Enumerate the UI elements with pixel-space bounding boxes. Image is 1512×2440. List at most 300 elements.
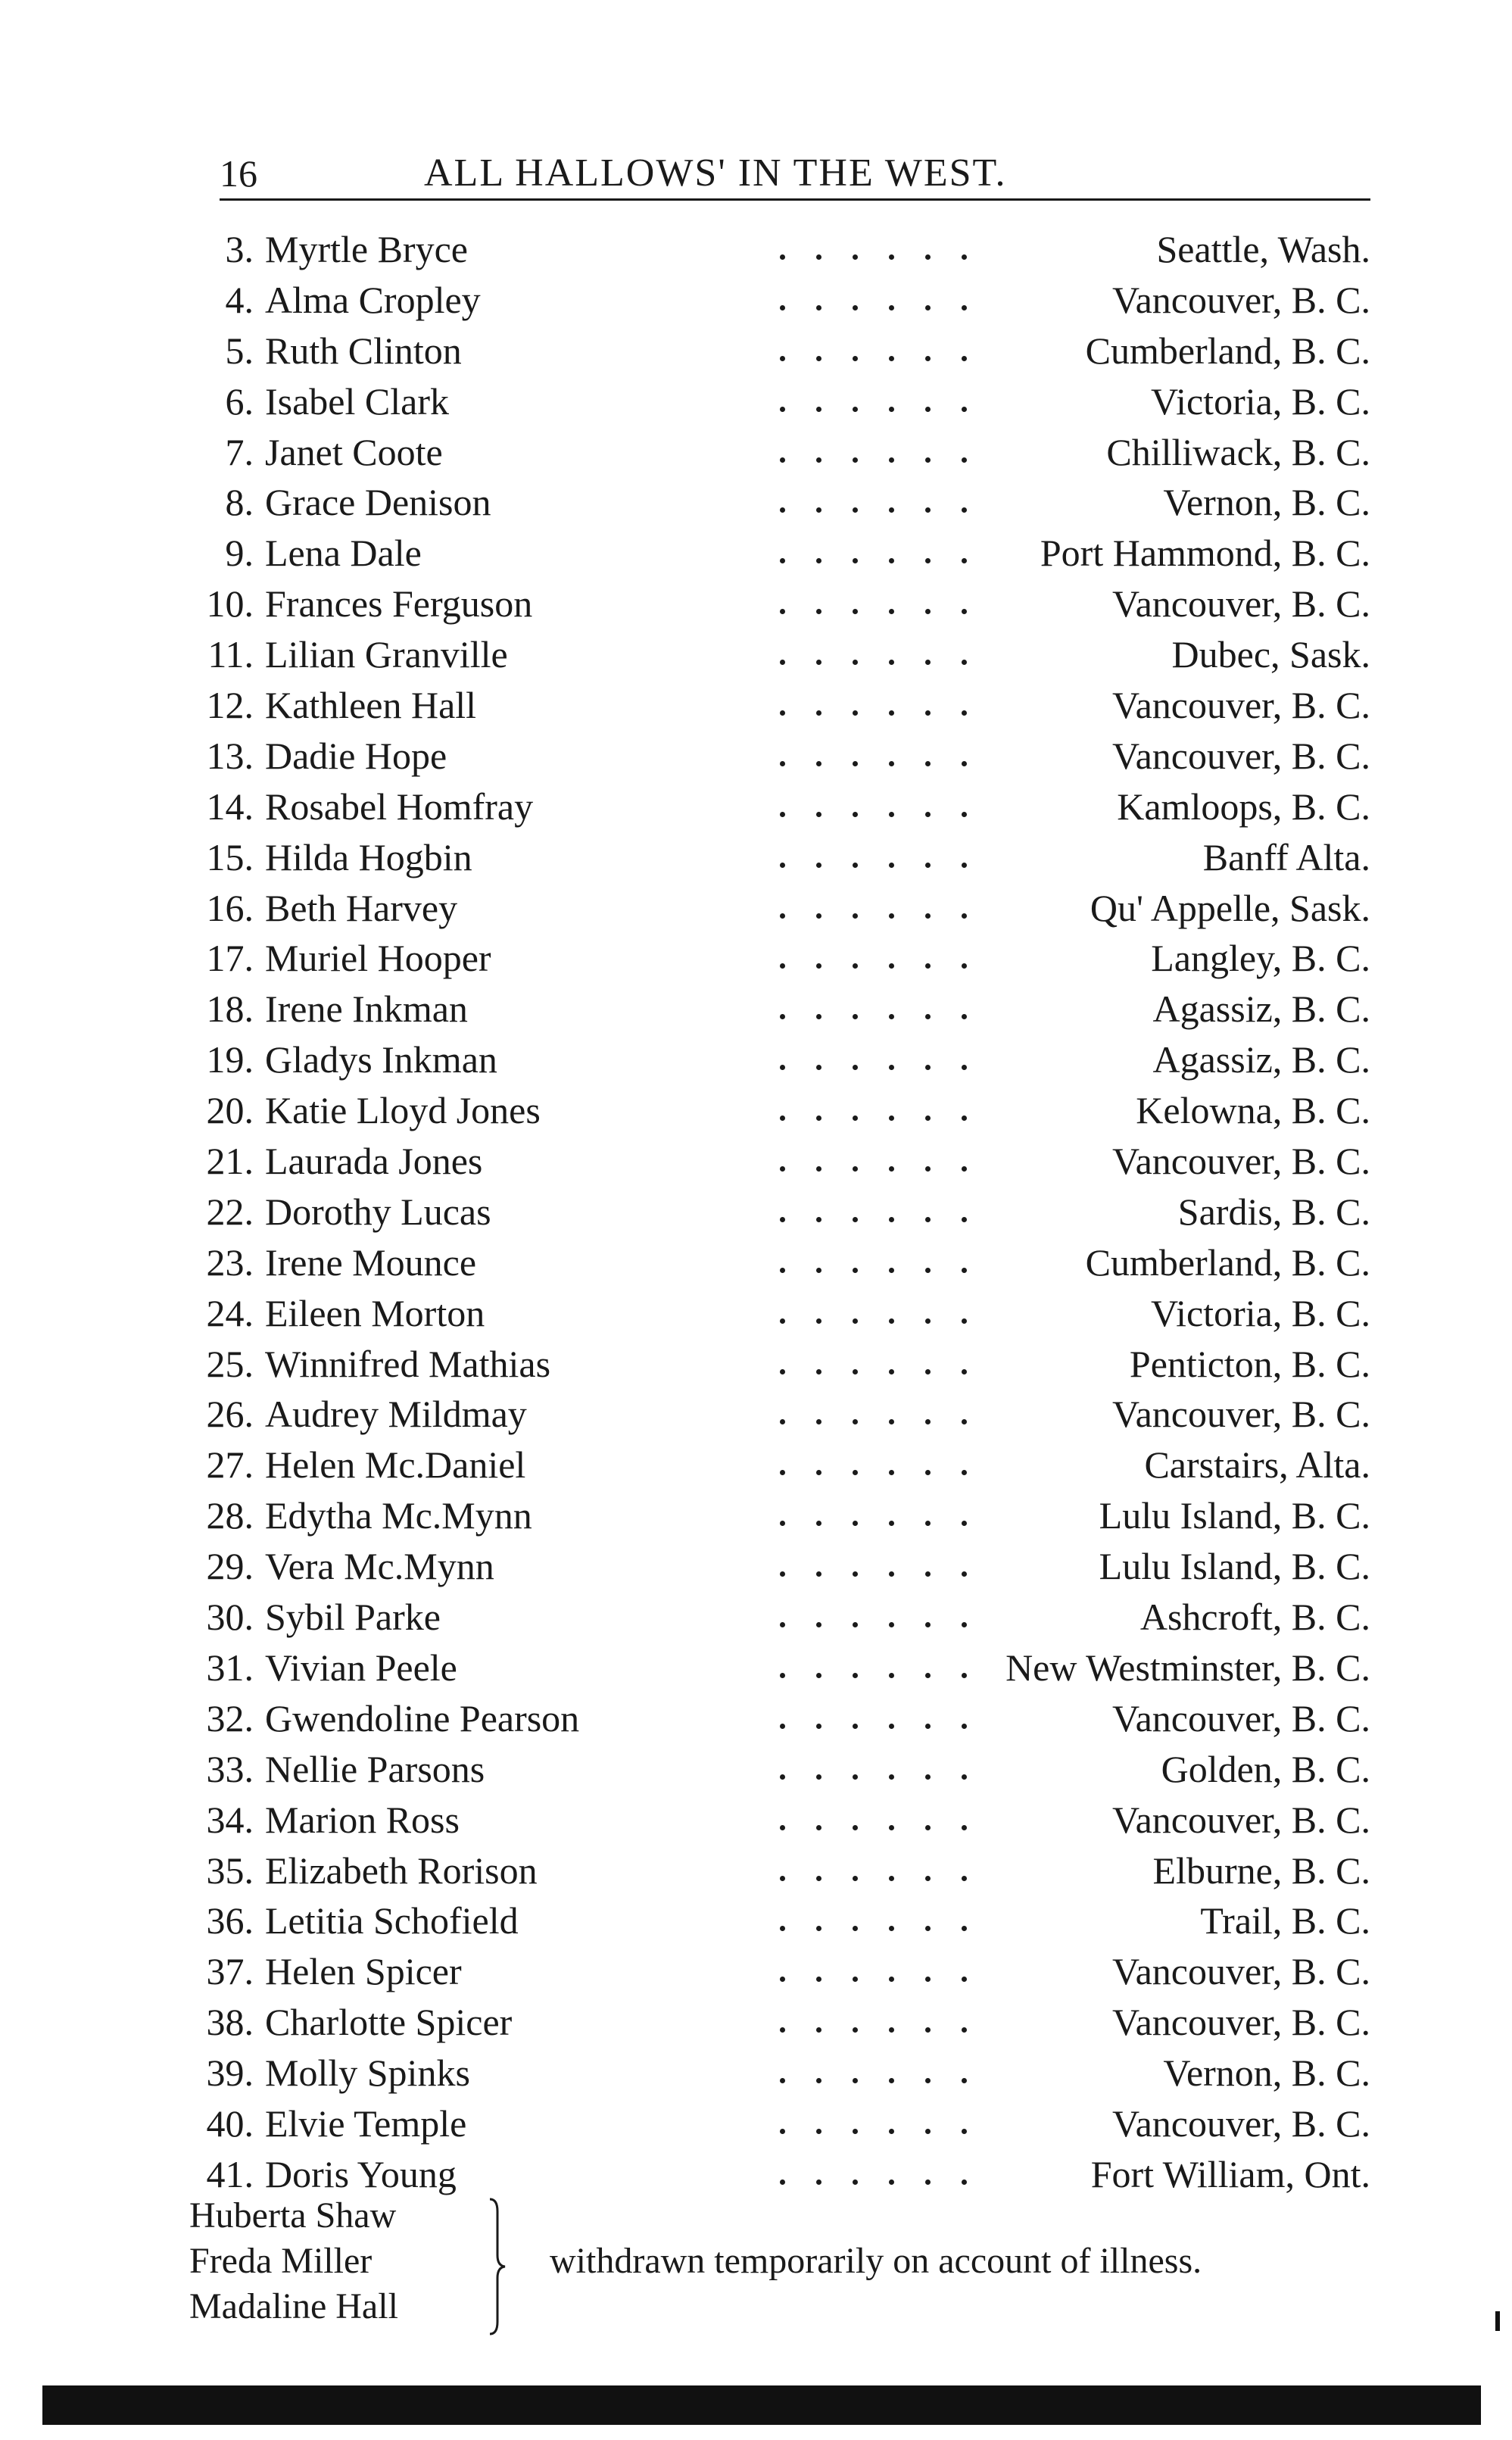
entry-name: Grace Denison (265, 481, 491, 524)
leader-dot (962, 812, 967, 817)
leader-dot (962, 254, 967, 260)
list-item (189, 731, 1370, 782)
leader-dot (962, 1166, 967, 1172)
leader-dot (962, 1876, 967, 1881)
leader-dot (962, 1268, 967, 1273)
leader-dot (816, 1217, 821, 1222)
leader-dot (853, 913, 858, 919)
leader-dot (780, 2027, 785, 2033)
leader-dot (925, 457, 931, 463)
entry-number: 19. (206, 1038, 254, 1081)
leader-dot (853, 1014, 858, 1019)
leader-dot (816, 1673, 821, 1678)
list-item (189, 883, 1370, 934)
leader-dot (853, 1622, 858, 1627)
leader-dot (853, 1166, 858, 1172)
leader-dot (853, 1977, 858, 1982)
leader-dot (962, 1115, 967, 1121)
entry-name: Helen Spicer (265, 1950, 462, 1993)
list-item (189, 1237, 1370, 1288)
entry-name: Charlotte Spicer (265, 2001, 513, 2044)
entry-name: Lilian Granville (265, 633, 508, 676)
leader-dot (925, 1571, 931, 1577)
leader-dot (816, 305, 821, 310)
entry-name: Vera Mc.Mynn (265, 1545, 494, 1588)
list-item (189, 1187, 1370, 1237)
leader-dot (962, 1926, 967, 1931)
entry-place: Vancouver, B. C. (1112, 684, 1370, 727)
list-item (189, 275, 1370, 326)
entry-number: 41. (206, 2152, 254, 2195)
leader-dot (925, 2179, 931, 2185)
entry-place: Victoria, B. C. (1150, 1291, 1370, 1334)
leader-dot (853, 305, 858, 310)
leader-dot (925, 1318, 931, 1324)
leader-dot (925, 254, 931, 260)
entry-place: Lulu Island, B. C. (1099, 1494, 1370, 1537)
leader-dot (925, 1926, 931, 1931)
list-item (189, 1541, 1370, 1592)
list-item (189, 782, 1370, 832)
leader-dot (780, 1724, 785, 1729)
entry-place: Golden, B. C. (1161, 1747, 1370, 1790)
entry-place: New Westminster, B. C. (1005, 1646, 1370, 1689)
leader-dot (853, 761, 858, 766)
leader-dot (780, 609, 785, 614)
edge-mark (1495, 2311, 1500, 2331)
entry-place: Cumberland, B. C. (1085, 329, 1370, 372)
leader-dot (780, 2078, 785, 2083)
leader-dot (925, 1217, 931, 1222)
leader-dot (962, 1065, 967, 1070)
leader-dot (925, 1115, 931, 1121)
entry-number: 20. (206, 1089, 254, 1132)
entry-number: 33. (206, 1747, 254, 1790)
entry-number: 5. (225, 329, 254, 372)
entry-number: 27. (206, 1443, 254, 1487)
leader-dot (780, 1470, 785, 1475)
entry-name: Rosabel Homfray (265, 785, 534, 828)
leader-dot (925, 1065, 931, 1070)
leader-dot (780, 1115, 785, 1121)
leader-dot (853, 507, 858, 513)
entry-number: 15. (206, 835, 254, 878)
leader-dot (816, 2179, 821, 2185)
leader-dot (925, 913, 931, 919)
leader-dot (889, 356, 894, 361)
entry-number: 35. (206, 1849, 254, 1892)
leader-dot (925, 812, 931, 817)
list-item (189, 224, 1370, 275)
leader-dot (780, 1521, 785, 1526)
running-header (220, 144, 1370, 201)
leader-dot (889, 1724, 894, 1729)
leader-dot (780, 558, 785, 563)
entry-place: Chilliwack, B. C. (1106, 430, 1370, 473)
entry-place: Agassiz, B. C. (1152, 1038, 1370, 1081)
entry-place: Vancouver, B. C. (1112, 2001, 1370, 2044)
leader-dot (925, 1268, 931, 1273)
leader-dot (816, 1014, 821, 1019)
leader-dot (780, 963, 785, 969)
leader-dot (780, 407, 785, 412)
leader-dot (889, 1521, 894, 1526)
leader-dot (853, 863, 858, 868)
leader-dot (780, 761, 785, 766)
entry-number: 29. (206, 1545, 254, 1588)
leader-dot (889, 2078, 894, 2083)
leader-dot (889, 1217, 894, 1222)
leader-dot (816, 457, 821, 463)
leader-dot (816, 1622, 821, 1627)
entry-number: 30. (206, 1596, 254, 1639)
entry-name: Irene Inkman (265, 988, 468, 1031)
leader-dot (925, 761, 931, 766)
leader-dot (780, 1622, 785, 1627)
leader-dot (889, 963, 894, 969)
entry-name: Alma Cropley (265, 278, 481, 321)
student-list (189, 224, 1370, 2200)
entry-number: 3. (225, 228, 254, 270)
leader-dot (925, 1470, 931, 1475)
entry-place: Victoria, B. C. (1150, 379, 1370, 423)
entry-place: Vancouver, B. C. (1112, 2101, 1370, 2145)
bottom-rule (42, 2385, 1481, 2425)
leader-dot (816, 1318, 821, 1324)
leader-dot (780, 1571, 785, 1577)
leader-dot (780, 1268, 785, 1273)
leader-dot (816, 1065, 821, 1070)
leader-dot (925, 1166, 931, 1172)
leader-dot (780, 1876, 785, 1881)
leader-dot (816, 1876, 821, 1881)
leader-dot (889, 1876, 894, 1881)
entry-place: Vancouver, B. C. (1112, 734, 1370, 777)
leader-dot (889, 609, 894, 614)
leader-dot (889, 305, 894, 310)
leader-dot (816, 863, 821, 868)
leader-dot (962, 1825, 967, 1830)
list-item (189, 2098, 1370, 2149)
leader-dot (853, 812, 858, 817)
leader-dot (962, 2078, 967, 2083)
leader-dot (925, 2129, 931, 2134)
entry-name: Laurada Jones (265, 1140, 483, 1183)
entry-place: Agassiz, B. C. (1152, 988, 1370, 1031)
entry-name: Irene Mounce (265, 1240, 477, 1284)
leader-dot (889, 1318, 894, 1324)
leader-dot (816, 1724, 821, 1729)
list-item (189, 1288, 1370, 1339)
entry-number: 14. (206, 785, 254, 828)
entry-place: Vernon, B. C. (1163, 2052, 1370, 2095)
withdrawn-block (189, 2193, 1370, 2345)
leader-dot (925, 1521, 931, 1526)
leader-dot (925, 1724, 931, 1729)
entry-number: 40. (206, 2101, 254, 2145)
withdrawn-note: withdrawn temporarily on account of illness. (550, 2241, 1202, 2281)
leader-dot (780, 2179, 785, 2185)
leader-dot (853, 407, 858, 412)
leader-dot (925, 710, 931, 716)
leader-dot (853, 710, 858, 716)
leader-dot (962, 305, 967, 310)
entry-number: 17. (206, 937, 254, 980)
leader-dot (853, 1825, 858, 1830)
leader-dot (853, 1065, 858, 1070)
leader-dot (889, 507, 894, 513)
entry-place: Banff Alta. (1202, 835, 1370, 878)
leader-dot (816, 963, 821, 969)
entry-name: Winnifred Mathias (265, 1342, 551, 1385)
leader-dot (780, 913, 785, 919)
leader-dot (853, 2027, 858, 2033)
leader-dot (962, 507, 967, 513)
leader-dot (925, 1977, 931, 1982)
leader-dot (853, 2078, 858, 2083)
entry-number: 13. (206, 734, 254, 777)
entry-number: 9. (225, 532, 254, 575)
entry-place: Elburne, B. C. (1152, 1849, 1370, 1892)
leader-dot (889, 1622, 894, 1627)
leader-dot (925, 1876, 931, 1881)
entry-number: 8. (225, 481, 254, 524)
entry-name: Muriel Hooper (265, 937, 491, 980)
leader-dot (925, 1014, 931, 1019)
leader-dot (853, 1268, 858, 1273)
leader-dot (853, 1926, 858, 1931)
leader-dot (816, 1115, 821, 1121)
leader-dot (925, 407, 931, 412)
entry-number: 11. (207, 633, 254, 676)
entry-place: Seattle, Wash. (1156, 228, 1370, 270)
entry-number: 26. (206, 1393, 254, 1436)
leader-dot (816, 1926, 821, 1931)
page-number: 16 (220, 152, 257, 195)
leader-dot (816, 254, 821, 260)
leader-dot (889, 2027, 894, 2033)
leader-dot (962, 1673, 967, 1678)
entry-number: 23. (206, 1240, 254, 1284)
leader-dot (780, 305, 785, 310)
entry-number: 4. (225, 278, 254, 321)
list-item (189, 427, 1370, 478)
list-item (189, 579, 1370, 629)
leader-dot (889, 457, 894, 463)
leader-dot (889, 2129, 894, 2134)
list-item (189, 1744, 1370, 1795)
entry-place: Vancouver, B. C. (1112, 278, 1370, 321)
leader-dot (780, 660, 785, 665)
leader-dot (889, 1065, 894, 1070)
list-item (189, 1946, 1370, 1997)
leader-dot (780, 1926, 785, 1931)
entry-name: Eileen Morton (265, 1291, 485, 1334)
list-item (189, 680, 1370, 731)
entry-name: Dorothy Lucas (265, 1190, 491, 1233)
leader-dot (853, 1470, 858, 1475)
list-item (189, 1085, 1370, 1136)
list-item (189, 2149, 1370, 2200)
leader-dot (889, 1571, 894, 1577)
entry-number: 25. (206, 1342, 254, 1385)
entry-place: Vancouver, B. C. (1112, 1140, 1370, 1183)
leader-dot (780, 1977, 785, 1982)
entry-name: Nellie Parsons (265, 1747, 485, 1790)
list-item (189, 933, 1370, 984)
leader-dot (816, 1521, 821, 1526)
leader-dot (889, 1470, 894, 1475)
leader-dot (962, 660, 967, 665)
entry-number: 7. (225, 430, 254, 473)
list-item (189, 832, 1370, 883)
leader-dot (853, 963, 858, 969)
leader-dot (780, 1217, 785, 1222)
leader-dot (853, 1724, 858, 1729)
leader-dot (962, 356, 967, 361)
leader-dot (780, 457, 785, 463)
leader-dot (780, 1369, 785, 1374)
entry-number: 37. (206, 1950, 254, 1993)
entry-name: Audrey Mildmay (265, 1393, 527, 1436)
leader-dot (816, 1571, 821, 1577)
leader-dot (925, 1369, 931, 1374)
leader-dot (889, 1268, 894, 1273)
list-item (189, 2048, 1370, 2098)
leader-dot (925, 963, 931, 969)
leader-dot (816, 1774, 821, 1780)
entry-number: 34. (206, 1798, 254, 1841)
leader-dot (816, 558, 821, 563)
entry-name: Hilda Hogbin (265, 835, 472, 878)
entry-name: Elizabeth Rorison (265, 1849, 538, 1892)
leader-dot (889, 913, 894, 919)
list-item (189, 1490, 1370, 1541)
entry-number: 21. (206, 1140, 254, 1183)
entry-place: Ashcroft, B. C. (1139, 1596, 1370, 1639)
entry-place: Sardis, B. C. (1177, 1190, 1370, 1233)
entry-place: Vernon, B. C. (1163, 481, 1370, 524)
entry-name: Edytha Mc.Mynn (265, 1494, 532, 1537)
leader-dot (962, 1217, 967, 1222)
leader-dot (962, 1318, 967, 1324)
entry-number: 24. (206, 1291, 254, 1334)
entry-place: Vancouver, B. C. (1112, 1798, 1370, 1841)
leader-dot (925, 1419, 931, 1424)
leader-dot (889, 1977, 894, 1982)
leader-dot (816, 1166, 821, 1172)
leader-dot (780, 356, 785, 361)
list-item (189, 1795, 1370, 1846)
leader-dot (816, 660, 821, 665)
leader-dot (962, 863, 967, 868)
leader-dot (816, 761, 821, 766)
leader-dot (816, 356, 821, 361)
leader-dot (962, 1622, 967, 1627)
leader-dot (962, 1419, 967, 1424)
list-item (189, 629, 1370, 680)
list-item (189, 1034, 1370, 1085)
leader-dot (925, 1825, 931, 1830)
withdrawn-name: Madaline Hall (189, 2286, 398, 2326)
leader-dot (889, 254, 894, 260)
entry-name: Doris Young (265, 2152, 457, 2195)
leader-dot (889, 710, 894, 716)
leader-dot (889, 1419, 894, 1424)
leader-dot (816, 507, 821, 513)
leader-dot (925, 1774, 931, 1780)
leader-dot (853, 1419, 858, 1424)
leader-dot (889, 1115, 894, 1121)
leader-dot (816, 710, 821, 716)
list-item (189, 376, 1370, 427)
leader-dot (780, 254, 785, 260)
leader-dot (925, 609, 931, 614)
leader-dot (962, 761, 967, 766)
leader-dot (889, 660, 894, 665)
leader-dot (962, 1014, 967, 1019)
leader-dot (780, 1318, 785, 1324)
leader-dot (925, 507, 931, 513)
withdrawn-name: Freda Miller (189, 2241, 373, 2281)
leader-dot (889, 863, 894, 868)
list-item (189, 1997, 1370, 2048)
leader-dot (816, 407, 821, 412)
leader-dot (962, 1369, 967, 1374)
entry-place: Port Hammond, B. C. (1040, 532, 1370, 575)
entry-name: Letitia Schofield (265, 1899, 519, 1942)
leader-dot (962, 2179, 967, 2185)
leader-dot (816, 2129, 821, 2134)
leader-dot (962, 2129, 967, 2134)
entry-name: Vivian Peele (265, 1646, 457, 1689)
leader-dot (962, 1977, 967, 1982)
entry-number: 31. (206, 1646, 254, 1689)
entry-number: 28. (206, 1494, 254, 1537)
leader-dot (962, 457, 967, 463)
entry-place: Lulu Island, B. C. (1099, 1545, 1370, 1588)
list-item (189, 528, 1370, 579)
entry-number: 6. (225, 379, 254, 423)
leader-dot (853, 1774, 858, 1780)
leader-dot (816, 2027, 821, 2033)
entry-name: Gladys Inkman (265, 1038, 497, 1081)
leader-dot (780, 1014, 785, 1019)
leader-dot (925, 863, 931, 868)
entry-place: Vancouver, B. C. (1112, 582, 1370, 626)
leader-dot (780, 1419, 785, 1424)
leader-dot (853, 356, 858, 361)
entry-place: Vancouver, B. C. (1112, 1393, 1370, 1436)
entry-name: Frances Ferguson (265, 582, 533, 626)
leader-dot (889, 1926, 894, 1931)
leader-dot (816, 1825, 821, 1830)
leader-dot (816, 1977, 821, 1982)
entry-number: 32. (206, 1696, 254, 1740)
leader-dot (889, 1825, 894, 1830)
leader-dot (780, 1065, 785, 1070)
leader-dot (816, 1470, 821, 1475)
leader-dot (889, 1014, 894, 1019)
leader-dot (889, 2179, 894, 2185)
entry-name: Isabel Clark (265, 379, 449, 423)
leader-dot (925, 305, 931, 310)
entry-place: Kamloops, B. C. (1117, 785, 1370, 828)
entry-place: Fort William, Ont. (1090, 2152, 1370, 2195)
leader-dot (780, 1166, 785, 1172)
leader-dot (925, 2078, 931, 2083)
leader-dot (889, 761, 894, 766)
